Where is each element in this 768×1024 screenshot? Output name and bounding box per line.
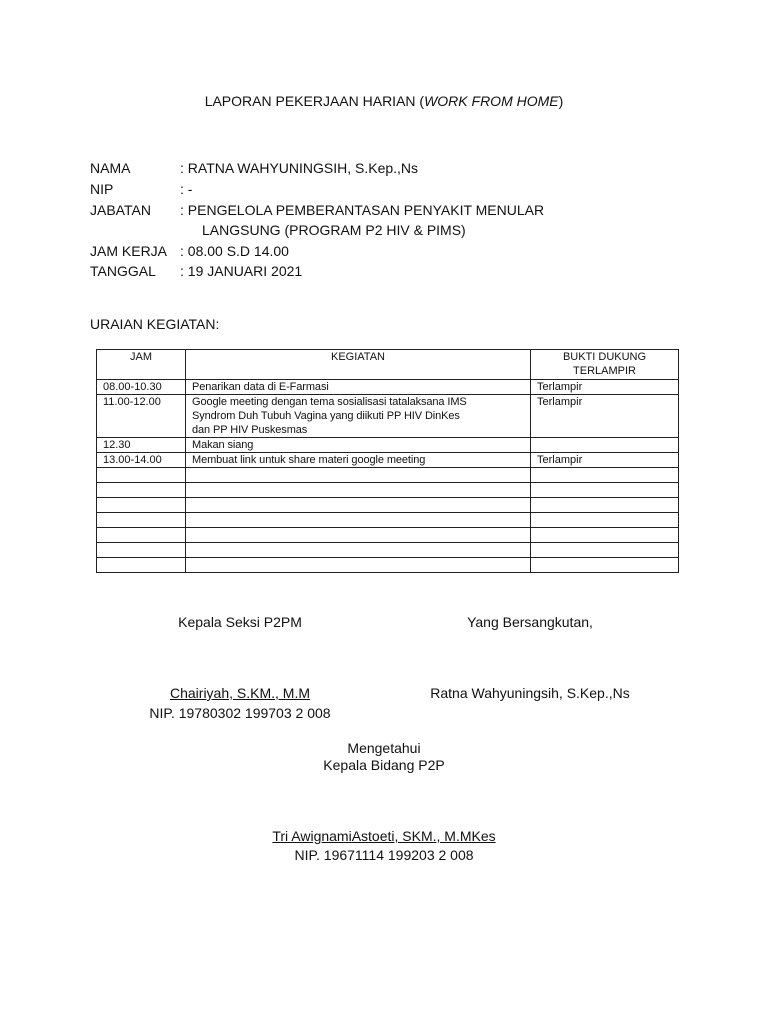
table-header-row (97, 350, 679, 380)
empty-row (97, 543, 679, 558)
table-row (97, 438, 679, 453)
table-row (97, 395, 679, 438)
report-title: LAPORAN PEKERJAAN HARIAN (WORK FROM HOME) (204, 93, 564, 109)
empty-row (97, 513, 679, 528)
info-tanggal: TANGGAL : 19 JANUARI 2021 (90, 263, 303, 279)
empty-row (97, 468, 679, 483)
empty-row (97, 528, 679, 543)
cell-kegiatan: Penarikan data di E-Farmasi (186, 380, 531, 395)
left-sign-title: Kepala Seksi P2PM (178, 614, 302, 630)
header-bukti: BUKTI DUKUNG TERLAMPIR (531, 350, 679, 380)
header-jam: JAM (97, 350, 186, 380)
title-italic: WORK FROM HOME (424, 93, 559, 109)
cell-kegiatan: Makan siang (186, 438, 531, 453)
empty-row (97, 483, 679, 498)
cell-jam: 08.00-10.30 (97, 380, 186, 395)
uraian-label: URAIAN KEGIATAN: (90, 316, 220, 332)
info-nip: NIP : - (90, 181, 193, 197)
info-jabatan: JABATAN : PENGELOLA PEMBERANTASAN PENYAKIT MENULAR (90, 202, 545, 218)
cell-kegiatan: Google meeting dengan tema sosialisasi tatalaksana IMS Syndrom Duh Tubuh Vagina yang diikuti PP HIV DinKes dan PP HIV Puskesmas (186, 395, 531, 438)
mengetahui-label: Mengetahui (347, 740, 421, 756)
cell-kegiatan: Membuat link untuk share materi google meeting (186, 453, 531, 468)
bottom-sign-nip: NIP. 19671114 199203 2 008 (294, 847, 474, 863)
bottom-sign-name: Tri AwignamiAstoeti, SKM., M.MKes (272, 828, 496, 844)
cell-bukti: Terlampir (531, 380, 679, 395)
cell-bukti (531, 438, 679, 453)
empty-row (97, 558, 679, 573)
table-row (97, 380, 679, 395)
header-kegiatan: KEGIATAN (186, 350, 531, 380)
right-sign-title: Yang Bersangkutan, (467, 614, 593, 630)
cell-jam: 12.30 (97, 438, 186, 453)
cell-jam: 13.00-14.00 (97, 453, 186, 468)
left-sign-nip: NIP. 19780302 199703 2 008 (149, 705, 331, 721)
table-row (97, 453, 679, 468)
cell-jam: 11.00-12.00 (97, 395, 186, 438)
empty-row (97, 498, 679, 513)
right-sign-name: Ratna Wahyuningsih, S.Kep.,Ns (430, 685, 630, 701)
bottom-sign-title: Kepala Bidang P2P (323, 757, 445, 773)
cell-bukti: Terlampir (531, 395, 679, 438)
cell-bukti: Terlampir (531, 453, 679, 468)
info-jam-kerja: JAM KERJA : 08.00 S.D 14.00 (90, 243, 289, 259)
info-nama: NAMA : RATNA WAHYUNINGSIH, S.Kep.,Ns (90, 160, 419, 176)
info-jabatan-cont: LANGSUNG (PROGRAM P2 HIV & PIMS) (202, 222, 466, 238)
left-sign-name: Chairiyah, S.KM., M.M (169, 685, 311, 701)
activity-table (96, 349, 679, 573)
